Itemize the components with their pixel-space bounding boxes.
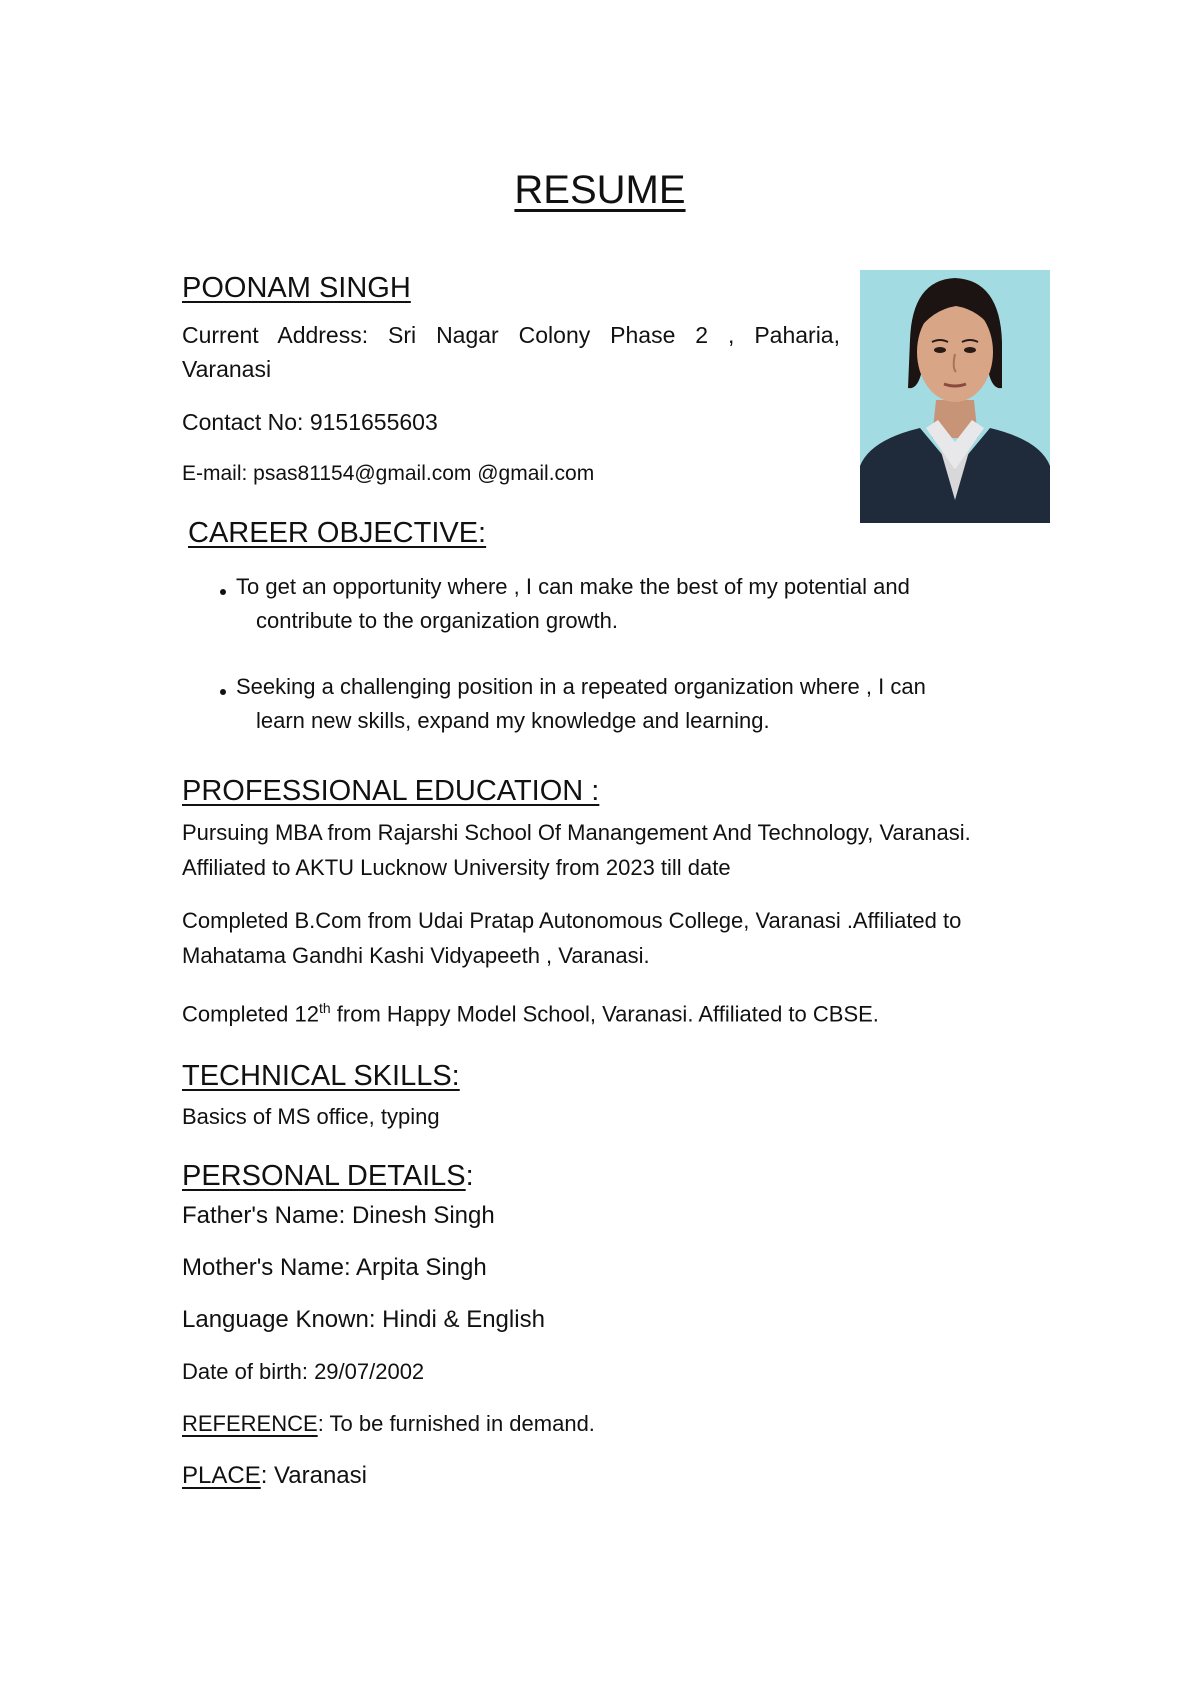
- twelfth-text: from Happy Model School, Varanasi. Affiliated to CBSE.: [330, 1001, 879, 1027]
- reference-text: : To be furnished in demand.: [317, 1411, 595, 1436]
- list-item: [216, 570, 1016, 638]
- career-objective-list: [216, 570, 1016, 770]
- bullet-icon: [220, 589, 226, 595]
- personal-details: [182, 1198, 595, 1510]
- current-address: Current Address: Sri Nagar Colony Phase 2 , Paharia, Varanasi: [182, 322, 840, 382]
- email-address: E-mail: psas81154@gmail.com @gmail.com: [182, 462, 595, 485]
- technical-skills-heading: TECHNICAL SKILLS:: [182, 1060, 460, 1092]
- education-list: [182, 815, 1032, 1049]
- candidate-name: POONAM SINGH: [182, 272, 411, 304]
- page-title: [0, 166, 1200, 214]
- superscript: th: [318, 1000, 331, 1016]
- place: [182, 1458, 595, 1494]
- father-name: Father's Name: Dinesh Singh: [182, 1202, 495, 1229]
- languages-known: Language Known: Hindi & English: [182, 1306, 545, 1333]
- reference: [182, 1406, 595, 1442]
- education-item: [182, 991, 1032, 1031]
- bullet-icon: [220, 689, 226, 695]
- personal-details-label: PERSONAL DETAILS: [182, 1160, 466, 1192]
- portrait-image: [860, 270, 1050, 523]
- resume-title: RESUME: [514, 168, 686, 212]
- education-heading: PROFESSIONAL EDUCATION :: [182, 775, 600, 807]
- date-of-birth: Date of birth: 29/07/2002: [182, 1359, 425, 1384]
- place-text: : Varanasi: [260, 1462, 367, 1489]
- objective-line: To get an opportunity where , I can make the best of my potential and: [236, 574, 910, 599]
- place-label: PLACE: [182, 1462, 261, 1489]
- twelfth-text: Completed 12: [182, 1001, 319, 1027]
- objective-line: learn new skills, expand my knowledge and learning.: [256, 708, 770, 733]
- list-item: [216, 670, 1016, 738]
- contact-number: Contact No: 9151655603: [182, 409, 438, 435]
- education-item: Pursuing MBA from Rajarshi School Of Manangement And Technology, Varanasi. Affiliated to AKTU Lucknow University from 2023 till date: [182, 820, 971, 880]
- technical-skills-text: Basics of MS office, typing: [182, 1104, 440, 1129]
- mother-name: Mother's Name: Arpita Singh: [182, 1254, 487, 1281]
- objective-line: contribute to the organization growth.: [256, 608, 619, 633]
- heading-colon: :: [465, 1160, 474, 1192]
- reference-label: REFERENCE: [182, 1411, 318, 1436]
- profile-photo: [860, 270, 1050, 523]
- education-item: Completed B.Com from Udai Pratap Autonomous College, Varanasi .Affiliated to Mahatama Gandhi Kashi Vidyapeeth , Varanasi.: [182, 908, 962, 968]
- career-objective-heading: CAREER OBJECTIVE:: [188, 517, 487, 549]
- personal-details-heading: [182, 1158, 474, 1194]
- objective-line: Seeking a challenging position in a repeated organization where , I can: [236, 674, 926, 699]
